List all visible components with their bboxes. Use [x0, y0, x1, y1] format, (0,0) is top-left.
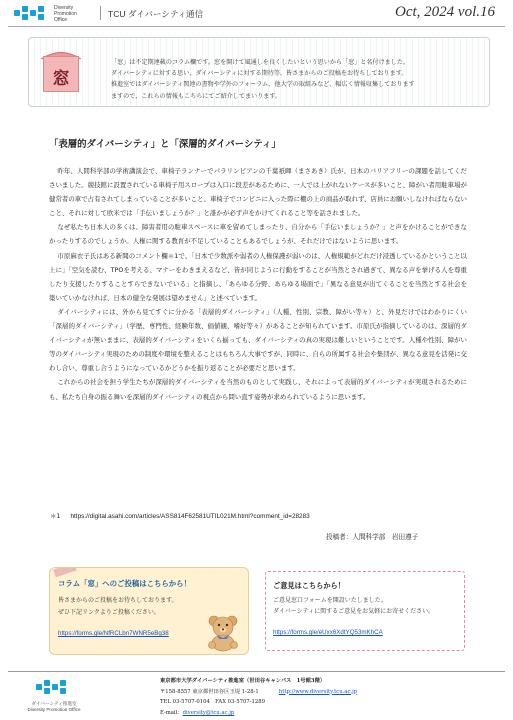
newsletter-title: TCU ダイバーシティ通信 [108, 9, 204, 19]
author-signature: 投稿者：人間科学部 岩田遵子 [326, 533, 419, 541]
article-paragraph: 昨年、人間科学部の学術講演会で、車椅子ランナーでパラリンピアンの千葉祇暉（まさあき）氏が、日本のバリアフリーの課題を話してくださいました。競技館に設置されている車椅子用スロープは入口に段差があるために、一人では上がれないケースが多いこと、障がい者用駐車場が健常者の車で占有されてしまっていることが多いこと、車椅子でコンビニに入った際に棚の上の商品が取れず、店員にお願いしなければならないこと、それに対して欧米では「手伝いましょうか？」と誰かが必ず声をかけてくれること等を話されました。 [49, 167, 467, 218]
article-paragraph: なぜ私たち日本人の多くは、障害者用の駐車スペースに車を留めてしまったり、自分から「手伝いましょうか？」と声をかけることができなかったりするのでしょうか。人権に関する教育が不足していることもあるでしょうが、それだけではないように思います。 [49, 223, 467, 246]
footnote-mark: ＊1 [50, 512, 61, 520]
phone-fax: TEL 03-5707-0104 FAX 03-5707-1289 [160, 699, 265, 706]
article-body [49, 164, 467, 404]
feedback-form-link[interactable]: https://forms.gle/eUxx6XdtYQ53mKhCA [273, 629, 383, 636]
issue-date: Oct, 2024 vol.16 [395, 4, 495, 20]
article-paragraph: ダイバーシティには、外から見てすぐに分かる「表層的ダイバーシティ」（人種、性別、宗教、障がい等々）と、外見だけではわかりにくい「深層的ダイバーシティ」（学歴、専門性、経験年数、価値観、嗜好等々）があることが知られています。市原氏が指摘しているのは、深層的ダイバーシティが無いままに、表層的ダイバーシティをいくら揃っても、ダイバーシティの真の実現は難しいということです。人種や性別、障がい等のダイバーシティ実現のための制度や環境を整えることはもちろん大事ですが、同時に、自らの所属する社会や集団が、異なる意見を活発に交わし合い、尊重し合うようになっているかどうかを振り返ることが必要だと思います。 [49, 307, 467, 373]
logo-text: Diversity Promotion Office [54, 5, 77, 23]
header-rule [8, 26, 505, 27]
footer-logo-text: ダイバーシティ推進室 Diversity Promotion Office [27, 701, 81, 712]
feedback-box [265, 571, 465, 651]
page-header [0, 0, 513, 26]
email-label: E-mail： [160, 709, 183, 716]
intro-text: 「窓」は不定期連載のコラム欄です。窓を開けて風通しを良くしたいという思いから「窓」と名付けました。 ダイバーシティに対する思い、ダイバーシティに対する期待等、皆さまからのご投稿をお待ちしております。 推進室ではダイバーシティ関連の書物や学外のフォーラム、他大学の取組みなど、幅広く情報収集しております ますので、これらの情報もこちらにてご紹介してまいります。 [111, 59, 415, 100]
article-paragraph: 市原麻衣子氏はある新聞のコメント欄＊1で、「日本で少数派や弱者の人権保護が弱いのは、人権規範がどれだけ浸透しているかということ以上に」「空気を読む、TPOを考える、マナーをわきまえるなど、皆が同じように行動をすることが当然とされ過ぎて、異なる声を挙げる人を尊重したり支援したりすることすらできないでいる」と指摘し、「あらゆる分野、あらゆる場面で」「異なる意見が出てくることを当然とする社会を築いていかなければ、日本の健全な発展は望めません」と述べています。 [49, 251, 467, 302]
footnote [50, 511, 310, 520]
window-icon [39, 50, 83, 94]
footnote-url[interactable]: https://digital.asahi.com/articles/ASS814F62581UTIL021M.html?comment_id=28283 [70, 513, 310, 520]
article-paragraph: これからの社会を担う学生たちが深層的ダイバーシティを当然のものとして実践し、それによって表層的ダイバーシティが実現されるためにも、私たち自身の振る舞いを深層的ダイバーシティの視点から問い直す姿勢が求められているように思います。 [49, 378, 467, 401]
tape-decoration [53, 567, 76, 577]
header-divider [100, 6, 101, 20]
column-intro-box [28, 37, 490, 107]
column-submission-box [49, 567, 249, 655]
contact-info [160, 676, 460, 718]
office-address: 〒158-8557 東京都世田谷区玉堤 1-28-1 [160, 688, 259, 695]
diversity-office-logo [14, 6, 46, 20]
article-title: 「表層的ダイバーシティ」と「深層的ダイバーシティ」 [49, 139, 281, 150]
office-name: 東京都市大学ダイバーシティ推進室（世田谷キャンパス 1号館3階） [160, 678, 326, 684]
feedback-title: ご意見はこちらから！ [273, 581, 345, 590]
window-kanji: 窓 [52, 69, 70, 89]
feedback-text: ご意見窓口フォームを開設いたしました。 ダイバーシティに関するご意見をお気軽にお寄せください。 [273, 597, 435, 616]
website-link[interactable]: http://www.diversity.tcu.ac.jp [278, 688, 358, 695]
email-link[interactable]: diversity@tcu.ac.jp [182, 709, 235, 716]
submission-text: 皆さまからのご投稿をお待ちしております。 ぜひ下記リンクよりご投稿ください。 [58, 597, 178, 616]
submission-title: コラム「窓」へのご投稿はこちらから！ [58, 579, 191, 588]
teddy-bear-icon [203, 612, 243, 652]
submission-form-link[interactable]: https://forms.gle/NfRCLbn7WNR5eBg38 [58, 630, 169, 637]
footer-rule [8, 671, 505, 672]
